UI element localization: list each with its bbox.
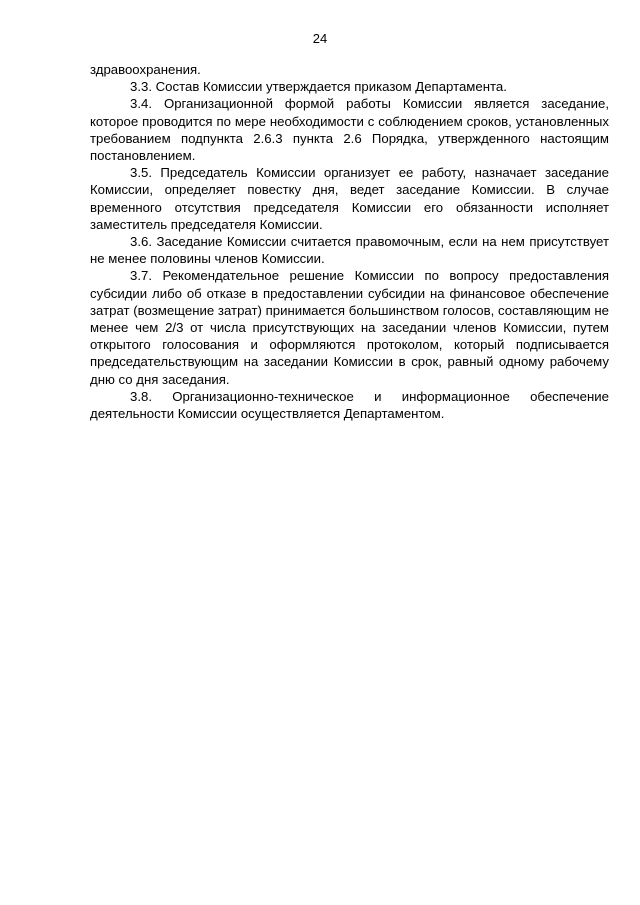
paragraph-3-8: 3.8. Организационно-техническое и информационное обеспечение деятельности Комиссии осуществляется Департаментом. — [90, 388, 609, 422]
paragraph-3-3: 3.3. Состав Комиссии утверждается приказом Департамента. — [130, 79, 507, 95]
paragraph-3-6: 3.6. Заседание Комиссии считается правомочным, если на нем присутствует не менее половины членов Комиссии. — [90, 234, 609, 267]
page-number: 24 — [312, 31, 328, 46]
document-body — [90, 61, 609, 422]
paragraph-3-7: 3.7. Рекомендательное решение Комиссии по вопросу предоставления субсидии либо об отказе в предоставлении субсидии на финансовое обеспечение затрат (возмещение затрат) принимается большинством голосов, составляющим не менее чем 2/3 от числа присутствующих на заседании членов Комиссии, путем открытого голосования и оформляются протоколом, который подписывается председательствующим на заседании Комиссии в срок, равный одному рабочему дню со дня заседания. — [90, 268, 609, 387]
paragraph-3-4: 3.4. Организационной формой работы Комиссии является заседание, которое проводится по мере необходимости с соблюдением сроков, установленных требованием подпункта 2.6.3 пункта 2.6 Порядка, утвержденного настоящим постановлением. — [90, 96, 609, 164]
paragraph-3-5: 3.5. Председатель Комиссии организует ее работу, назначает заседание Комиссии, определяет повестку дня, ведет заседание Комиссии. В случае временного отсутствия председателя Комиссии его обязанности исполняет заместитель председателя Комиссии. — [90, 165, 609, 232]
paragraph-continuation: здравоохранения. — [90, 62, 201, 77]
